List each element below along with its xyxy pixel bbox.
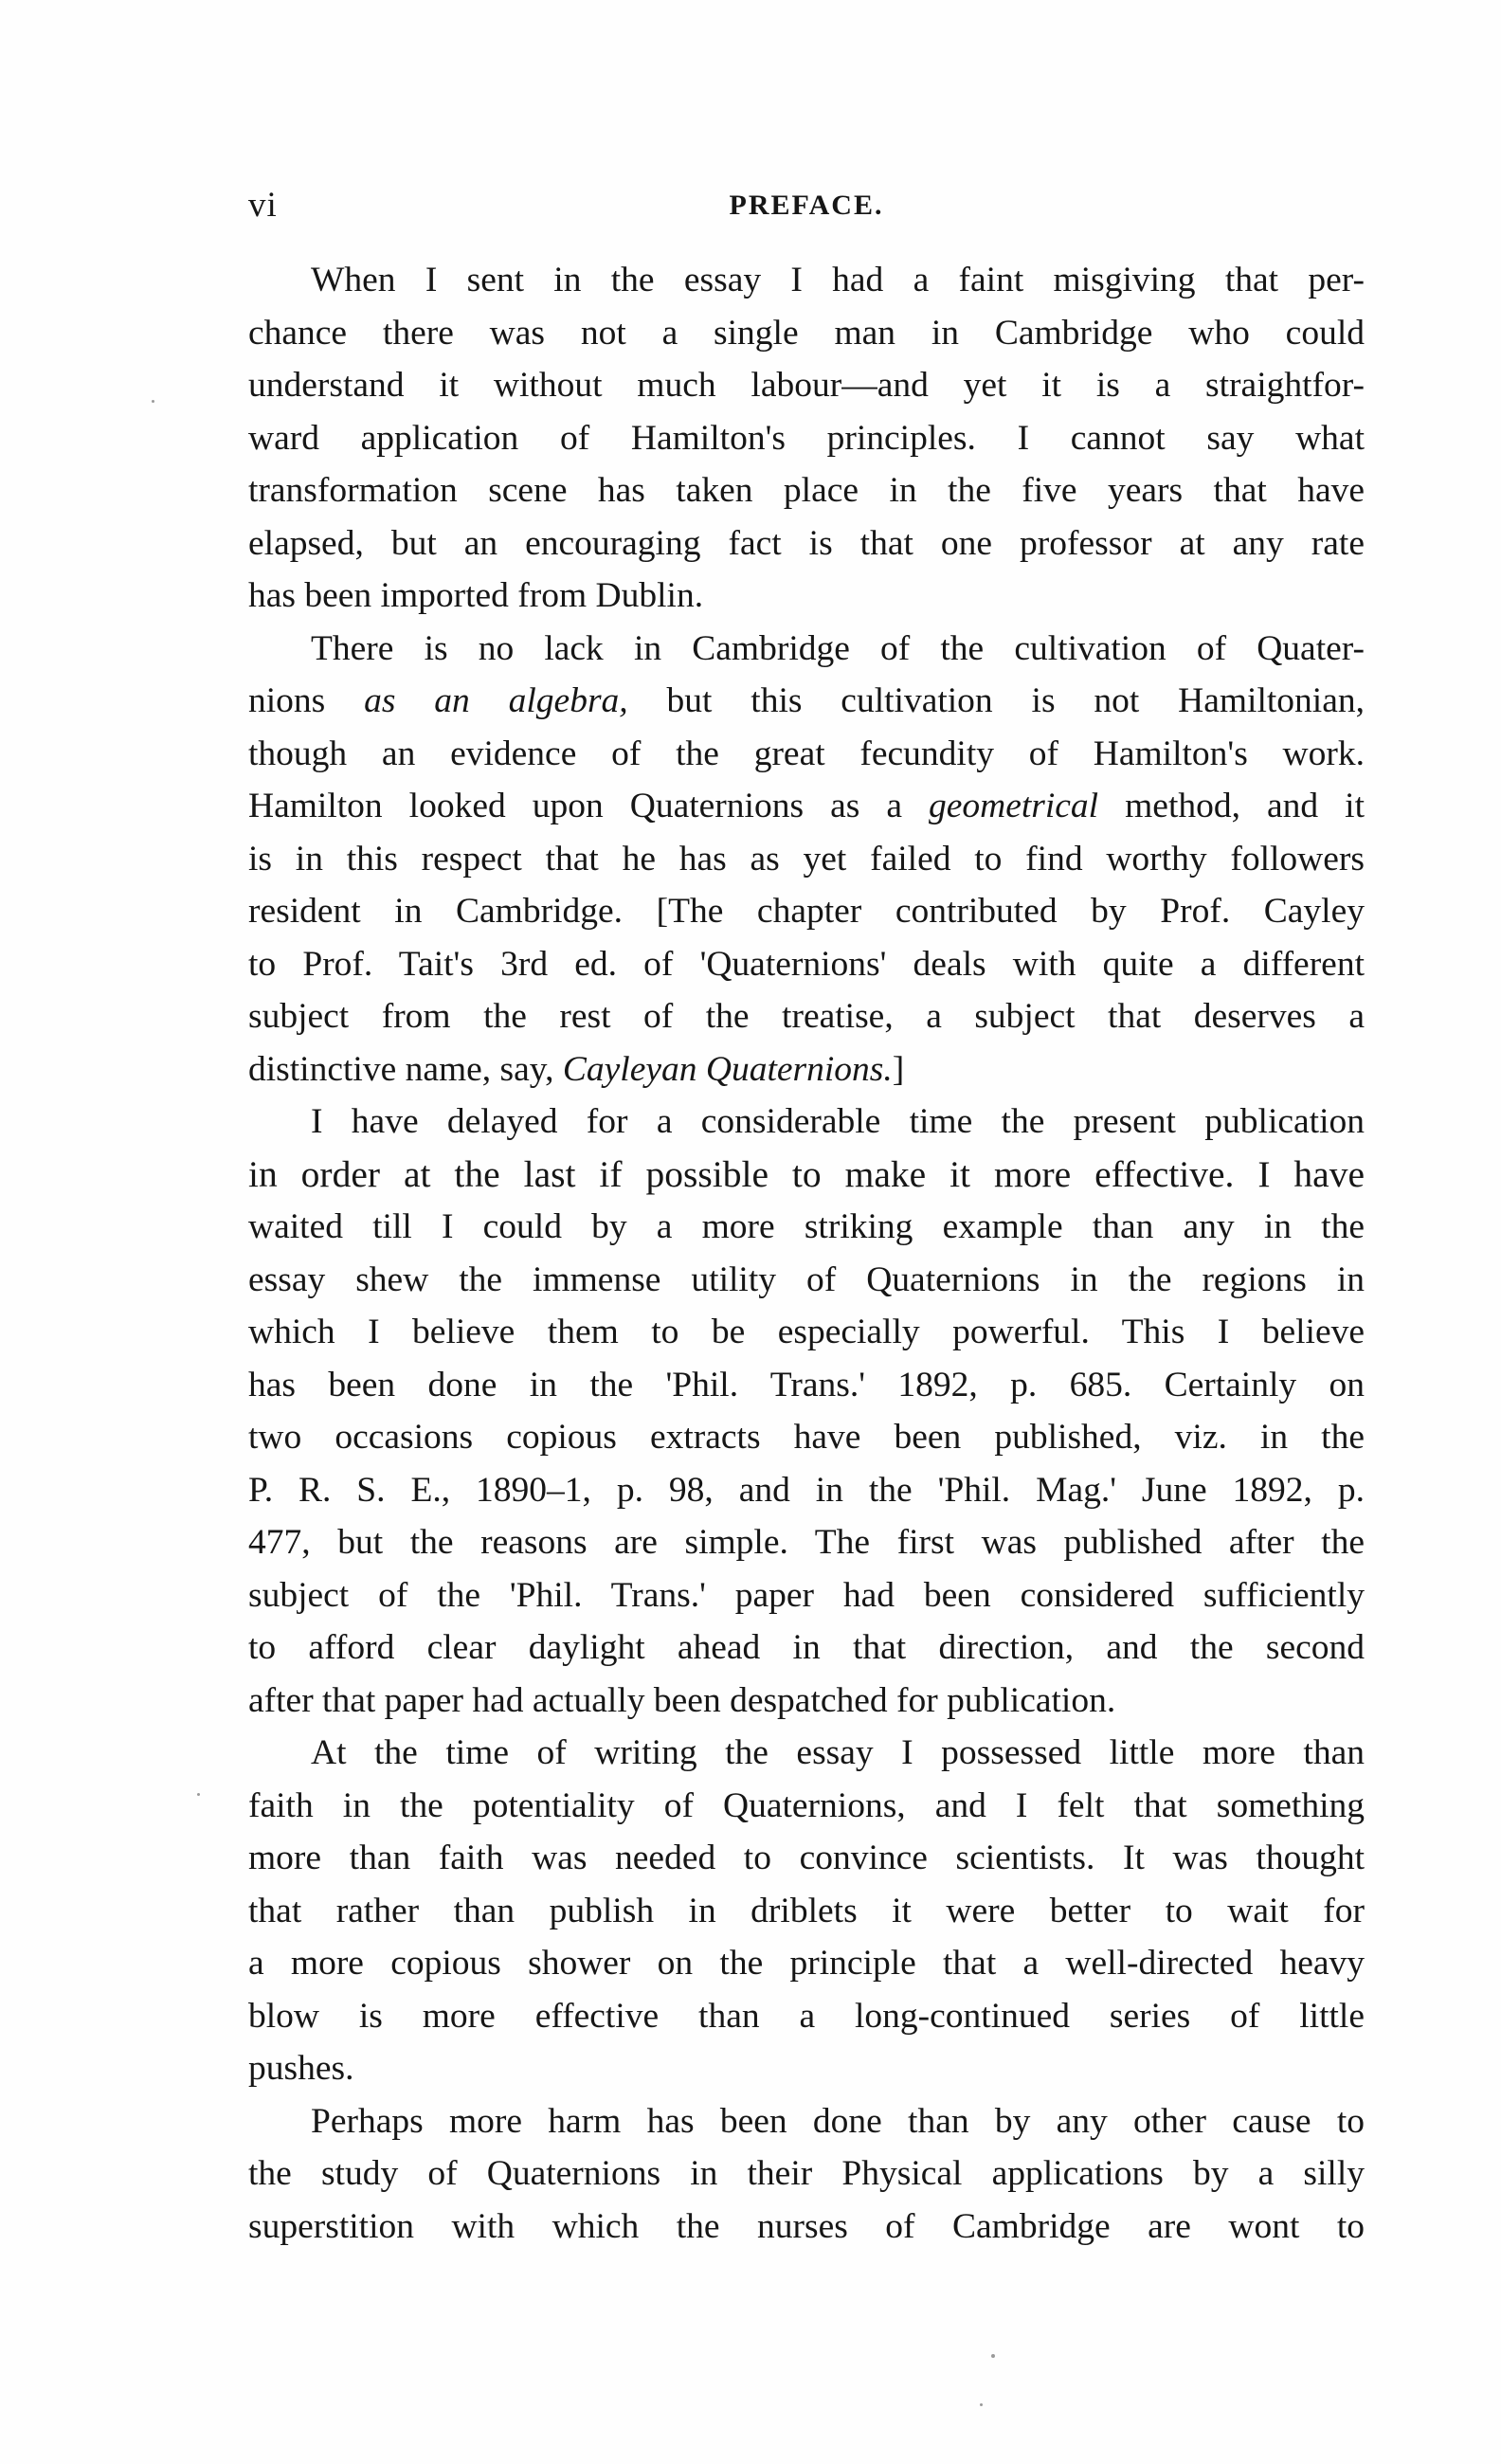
text-run: distinctive name, say, [248,1049,563,1089]
paragraph-2 [248,623,1365,1096]
scan-speck [980,2403,983,2406]
text-run: but this cultivation is not Hamiltonian, [627,681,1365,720]
text-line: understand it without much labour—and yet it is a straightfor- [248,366,1365,405]
text-line: in order at the last if possible to make it more effective. I have [248,1152,1365,1195]
text-line: pushes. [248,2049,354,2088]
text-line: waited till I could by a more striking example than any in the [248,1207,1365,1246]
text-line: There is no lack in Cambridge of the cultivation of Quater- [311,628,1365,668]
text-line: the study of Quaternions in their Physical applications by a silly [248,2154,1365,2193]
text-line: has been done in the 'Phil. Trans.' 1892, p. 685. Certainly on [248,1365,1365,1404]
text-line: blow is more effective than a long-continued series of little [248,1996,1365,2036]
text-line: Perhaps more harm has been done than by any other cause to [311,2101,1365,2141]
text-line: I have delayed for a considerable time the present publication [311,1102,1365,1141]
text-line: more than faith was needed to convince scientists. It was thought [248,1839,1365,1877]
scan-speck [991,2354,995,2358]
text-line: resident in Cambridge. [The chapter contributed by Prof. Cayley [248,892,1365,931]
text-line: which I believe them to be especially powerful. This I believe [248,1313,1365,1351]
paragraph-3 [248,1096,1365,1727]
text-line [248,780,1365,833]
text-line: subject from the rest of the treatise, a subject that deserves a [248,997,1365,1036]
text-line [248,675,1365,728]
paragraph-4 [248,1727,1365,2095]
text-line: ward application of Hamilton's principles. I cannot say what [248,418,1365,458]
paragraph-5 [248,2095,1365,2254]
text-line: is in this respect that he has as yet failed to find worthy followers [248,839,1365,879]
text-run: Hamilton looked upon Quaternions as a [248,787,929,825]
page-number: vi [248,186,278,225]
scan-speck [197,1793,200,1796]
italic-text: Cayleyan Quaternions. [562,1049,893,1089]
text-line: though an evidence of the great fecundity of Hamilton's work. [248,734,1365,773]
paragraph-1 [248,254,1365,623]
text-line: When I sent in the essay I had a faint misgiving that per- [311,261,1365,299]
text-line: P. R. S. E., 1890–1, p. 98, and in the 'Phil. Mag.' June 1892, p. [248,1470,1365,1510]
text-line: 477, but the reasons are simple. The first was published after the [248,1523,1365,1562]
italic-text: as an algebra, [364,681,628,720]
text-line: two occasions copious extracts have been published, viz. in the [248,1418,1365,1457]
text-line: essay shew the immense utility of Quaternions in the regions in [248,1259,1365,1299]
text-line: that rather than publish in driblets it were better to wait for [248,1891,1365,1930]
text-line: to afford clear daylight ahead in that direction, and the second [248,1628,1365,1667]
scan-speck [152,400,154,403]
text-line: At the time of writing the essay I possessed little more than [311,1733,1365,1772]
text-run: nions [248,681,365,720]
running-title: PREFACE. [729,190,884,221]
text-run: method, and it [1098,787,1365,825]
text-line [248,1043,1365,1096]
text-line: transformation scene has taken place in the five years that have [248,471,1365,510]
text-line: faith in the potentiality of Quaternions, and I felt that something [248,1785,1365,1825]
text-line: elapsed, but an encouraging fact is that one professor at any rate [248,523,1365,563]
text-line: superstition with which the nurses of Cambridge are wont to [248,2206,1365,2246]
text-line: a more copious shower on the principle that a well-directed heavy [248,1944,1365,1983]
italic-text: geometrical [928,787,1099,825]
body-text [248,254,1365,2253]
text-line: subject of the 'Phil. Trans.' paper had been considered sufficiently [248,1575,1365,1615]
text-run: ] [892,1049,905,1089]
text-line: after that paper had actually been despatched for publication. [248,1680,1116,1720]
text-line: chance there was not a single man in Cambridge who could [248,313,1365,353]
text-line: has been imported from Dublin. [248,576,704,615]
text-line: to Prof. Tait's 3rd ed. of 'Quaternions' deals with quite a different [248,944,1365,984]
running-head [248,182,1365,229]
